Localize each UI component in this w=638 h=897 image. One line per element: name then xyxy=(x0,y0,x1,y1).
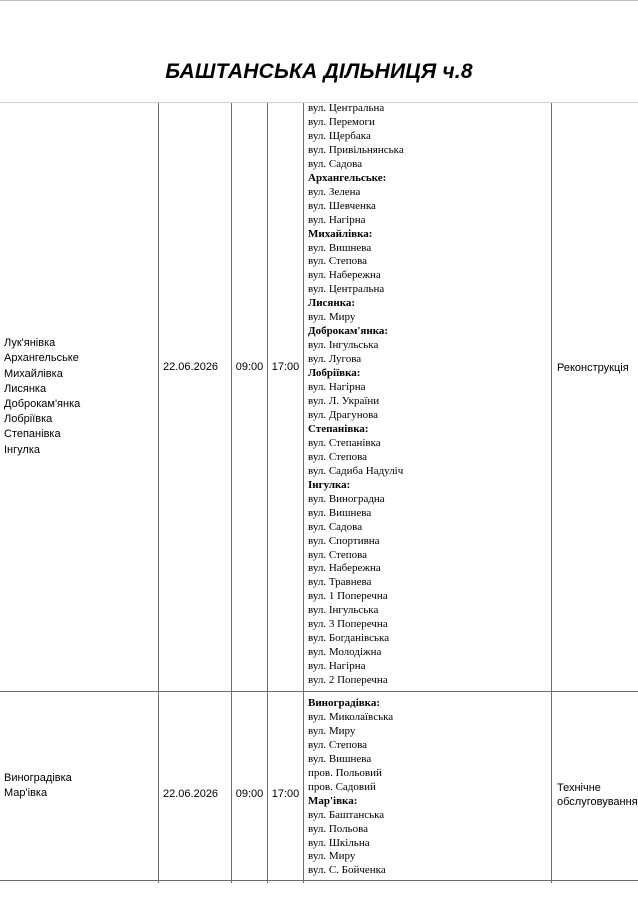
settlement-name: Лобріївка xyxy=(4,413,53,426)
settlement-name: Михайлівка xyxy=(4,367,63,380)
end-time-cell xyxy=(268,103,303,633)
start-time: 09:00 xyxy=(235,361,264,374)
street-name: вул. Інгульська xyxy=(308,604,379,617)
street-name: вул. Вишнева xyxy=(308,241,372,254)
work-type xyxy=(557,781,638,809)
settlement-name: Лук'янівка xyxy=(4,337,56,350)
date-cell xyxy=(163,692,229,897)
street-name: вул. Степанівка xyxy=(308,436,381,449)
date-cell xyxy=(163,103,229,633)
street-name: вул. Щербака xyxy=(308,129,371,142)
street-name: вул. Шкільна xyxy=(308,836,370,849)
street-group-header: Степанівка: xyxy=(308,422,369,435)
street-name: вул. Нагірна xyxy=(308,660,366,673)
settlement-name: Степанівка xyxy=(4,428,61,441)
street-name: вул. Перемоги xyxy=(308,115,375,128)
col-divider xyxy=(551,103,552,883)
street-name: вул. Нагірна xyxy=(308,213,366,226)
outage-date: 22.06.2026 xyxy=(163,787,219,800)
work-type-line: обслуговування xyxy=(557,796,638,808)
street-name: вул. Виноградна xyxy=(308,492,385,505)
street-name: вул. Драгунова xyxy=(308,408,379,421)
street-group-header: Михайлівка: xyxy=(308,227,373,240)
street-name: вул. Інгульська xyxy=(308,339,379,352)
end-time: 17:00 xyxy=(271,787,300,800)
street-name: вул. Садова xyxy=(308,520,363,533)
street-group-header: Інгулка: xyxy=(308,478,351,491)
street-name: вул. Миру xyxy=(308,311,356,324)
street-name: вул. Вишнева xyxy=(308,752,372,765)
street-name: вул. Привільнянська xyxy=(308,143,404,156)
street-name: вул. Набережна xyxy=(308,269,381,282)
street-name: вул. Миколаївська xyxy=(308,710,394,723)
street-name: вул. Спортивна xyxy=(308,534,380,547)
col-divider xyxy=(158,103,159,883)
street-group-header: Мар'івка: xyxy=(308,794,358,807)
street-name: вул. Богданівська xyxy=(308,632,390,645)
street-name: вул. С. Бойченка xyxy=(308,864,386,877)
street-name: вул. Степова xyxy=(308,738,368,751)
work-type xyxy=(557,361,629,375)
street-name: вул. Нагірна xyxy=(308,381,366,394)
start-time-cell xyxy=(232,692,267,897)
start-time: 09:00 xyxy=(235,787,264,800)
street-group-header: Лобріївка: xyxy=(308,367,361,380)
end-time-cell xyxy=(268,692,303,897)
street-name: пров. Садовий xyxy=(308,780,376,793)
street-name: вул. Польова xyxy=(308,822,369,835)
street-group-header: Архангельське: xyxy=(308,171,387,184)
outage-date: 22.06.2026 xyxy=(163,361,219,374)
street-name: вул. Садова xyxy=(308,157,363,170)
street-name: вул. Миру xyxy=(308,850,356,863)
page-title: БАШТАНСЬКА ДІЛЬНИЦЯ ч.8 xyxy=(165,60,473,83)
street-name: вул. Травнева xyxy=(308,576,372,589)
street-name: вул. Вишнева xyxy=(308,506,372,519)
col-divider xyxy=(303,103,304,883)
street-name: вул. Садиба Надуліч xyxy=(308,464,404,477)
street-name: вул. Степова xyxy=(308,255,368,268)
work-type-line: Технічне xyxy=(557,782,601,794)
settlement-name: Доброкам'янка xyxy=(4,398,81,410)
settlements-cell xyxy=(4,103,154,691)
street-name: вул. Л. України xyxy=(308,395,380,408)
settlements-cell xyxy=(4,692,154,880)
street-name: вул. Степова xyxy=(308,548,368,561)
settlement-name: Архангельське xyxy=(4,352,79,365)
work-type-line: Реконструкція xyxy=(557,362,629,374)
streets-list xyxy=(308,697,548,878)
street-name: вул. Шевченка xyxy=(308,199,376,212)
row-divider xyxy=(0,880,638,881)
end-time: 17:00 xyxy=(271,361,300,374)
settlement-name: Мар'івка xyxy=(4,787,48,799)
street-name: вул. Набережна xyxy=(308,562,381,575)
start-time-cell xyxy=(232,103,267,633)
street-group-header: Виноградівка: xyxy=(308,697,381,709)
street-name: вул. 1 Поперечна xyxy=(308,590,388,603)
streets-list xyxy=(308,102,548,688)
settlement-name: Лисянка xyxy=(4,382,47,395)
street-name: вул. Лугова xyxy=(308,353,362,366)
street-name: вул. Центральна xyxy=(308,283,385,296)
street-name: вул. Молодіжна xyxy=(308,646,382,659)
street-group-header: Доброкам'янка: xyxy=(308,325,389,338)
street-name: вул. Миру xyxy=(308,724,356,737)
settlement-name: Виноградівка xyxy=(4,771,72,784)
street-name: вул. Центральна xyxy=(308,102,385,114)
settlement-name: Інгулка xyxy=(4,443,40,456)
street-name: вул. 3 Поперечна xyxy=(308,618,388,631)
street-name: вул. Зелена xyxy=(308,185,361,198)
street-name: вул. 2 Поперечна xyxy=(308,674,388,687)
street-name: пров. Польовий xyxy=(308,766,382,779)
street-group-header: Лисянка: xyxy=(308,297,356,310)
street-name: вул. Степова xyxy=(308,450,368,463)
street-name: вул. Баштанська xyxy=(308,808,385,821)
